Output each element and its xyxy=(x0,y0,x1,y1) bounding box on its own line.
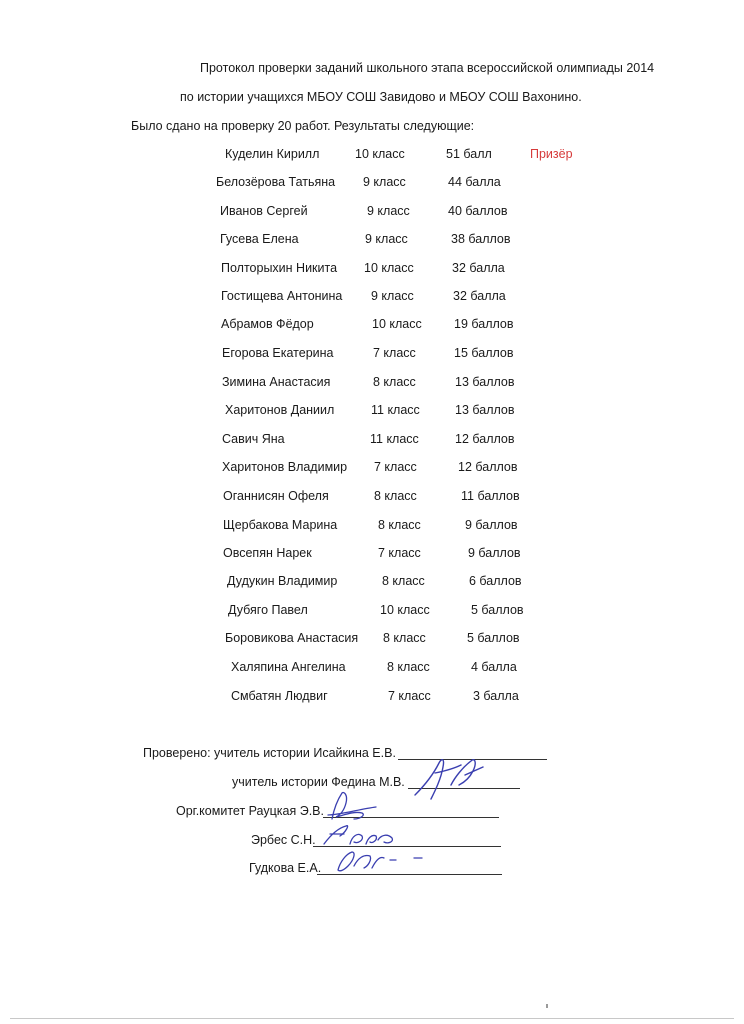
student-name: Смбатян Людвиг xyxy=(231,689,328,703)
student-grade: 11 класс xyxy=(370,432,419,446)
student-score: 51 балл xyxy=(446,147,492,161)
student-score: 9 баллов xyxy=(468,546,521,560)
signature-fedina xyxy=(405,745,495,805)
student-grade: 7 класс xyxy=(378,546,421,560)
student-name: Оганнисян Офеля xyxy=(223,489,329,503)
result-row xyxy=(0,430,744,448)
svg-text:Эрбес: Эрбес xyxy=(336,838,339,839)
student-grade: 7 класс xyxy=(373,346,416,360)
intro-text: Было сдано на проверку 20 работ. Результаты следующие: xyxy=(131,119,475,133)
student-score: 32 балла xyxy=(452,261,505,275)
result-row xyxy=(0,629,744,647)
student-grade: 10 класс xyxy=(355,147,405,161)
signature-text: Фед xyxy=(425,785,427,786)
checked-by-line-1: Проверено: учитель истории Исайкина Е.В. xyxy=(143,746,396,760)
student-grade: 10 класс xyxy=(364,261,414,275)
student-grade: 8 класс xyxy=(378,518,421,532)
student-name: Гостищева Антонина xyxy=(221,289,343,303)
result-row xyxy=(0,658,744,676)
result-row xyxy=(0,259,744,277)
student-grade: 7 класс xyxy=(374,460,417,474)
svg-text:Гуд: Гуд xyxy=(350,864,352,865)
result-row xyxy=(0,487,744,505)
student-name: Харитонов Владимир xyxy=(222,460,348,474)
student-grade: 10 класс xyxy=(372,317,422,331)
student-name: Савич Яна xyxy=(222,432,285,446)
result-row xyxy=(0,373,744,391)
result-row xyxy=(0,401,744,419)
student-grade: 9 класс xyxy=(371,289,414,303)
student-name: Дудукин Владимир xyxy=(227,574,338,588)
result-row xyxy=(0,344,744,362)
student-grade: 8 класс xyxy=(383,631,426,645)
result-row xyxy=(0,687,744,705)
student-grade: 9 класс xyxy=(367,204,410,218)
student-score: 5 баллов xyxy=(467,631,520,645)
student-score: 40 баллов xyxy=(448,204,508,218)
title-line-2: по истории учащихся МБОУ СОШ Завидово и МБОУ СОШ Вахонино. xyxy=(180,90,582,104)
student-name: Овсепян Нарек xyxy=(223,546,312,560)
student-score: 9 баллов xyxy=(465,518,518,532)
student-score: 4 балла xyxy=(471,660,517,674)
student-score: 12 баллов xyxy=(458,460,518,474)
student-score: 15 баллов xyxy=(454,346,514,360)
signature-gudkova xyxy=(330,844,440,878)
student-name: Белозёрова Татьяна xyxy=(216,175,336,189)
student-name: Зимина Анастасия xyxy=(222,375,331,389)
student-score: 11 баллов xyxy=(461,489,520,503)
student-name: Иванов Сергей xyxy=(220,204,308,218)
result-row xyxy=(0,145,744,163)
student-grade: 9 класс xyxy=(363,175,406,189)
student-grade: 8 класс xyxy=(382,574,425,588)
result-row xyxy=(0,202,744,220)
student-name: Дубяго Павел xyxy=(228,603,308,617)
student-score: 5 баллов xyxy=(471,603,524,617)
org-committee-line-1: Орг.комитет Рауцкая Э.В. xyxy=(176,804,324,818)
student-name: Абрамов Фёдор xyxy=(221,317,314,331)
student-grade: 8 класс xyxy=(373,375,416,389)
student-score: 6 баллов xyxy=(469,574,522,588)
student-score: 32 балла xyxy=(453,289,506,303)
result-row xyxy=(0,315,744,333)
student-score: 13 баллов xyxy=(455,403,515,417)
student-score: 3 балла xyxy=(473,689,519,703)
student-name: Боровикова Анастасия xyxy=(225,631,359,645)
result-row xyxy=(0,516,744,534)
student-name: Полторыхин Никита xyxy=(221,261,338,275)
student-grade: 11 класс xyxy=(371,403,420,417)
result-row xyxy=(0,230,744,248)
student-grade: 8 класс xyxy=(374,489,417,503)
title-line-1: Протокол проверки заданий школьного этапа всероссийской олимпиады 2014 xyxy=(200,61,655,75)
student-grade: 10 класс xyxy=(380,603,430,617)
result-row xyxy=(0,173,744,191)
checked-by-line-2: учитель истории Федина М.В. xyxy=(232,775,405,789)
student-score: 12 баллов xyxy=(455,432,515,446)
student-name: Гусева Елена xyxy=(220,232,299,246)
result-row xyxy=(0,458,744,476)
page-bottom-rule xyxy=(10,1018,734,1019)
result-row xyxy=(0,544,744,562)
student-score: 38 баллов xyxy=(451,232,511,246)
org-committee-line-3: Гудкова Е.А. xyxy=(249,861,322,875)
student-grade: 9 класс xyxy=(365,232,408,246)
student-name: Егорова Екатерина xyxy=(222,346,334,360)
scan-speck xyxy=(546,1004,548,1008)
student-name: Щербакова Марина xyxy=(223,518,338,532)
result-row xyxy=(0,572,744,590)
student-grade: 8 класс xyxy=(387,660,430,674)
student-award: Призёр xyxy=(530,147,573,161)
result-row xyxy=(0,601,744,619)
student-score: 13 баллов xyxy=(455,375,515,389)
result-row xyxy=(0,287,744,305)
student-score: 44 балла xyxy=(448,175,501,189)
student-name: Куделин Кирилл xyxy=(225,147,320,161)
org-committee-line-2: Эрбес С.Н. xyxy=(251,833,316,847)
student-name: Халяпина Ангелина xyxy=(231,660,346,674)
student-grade: 7 класс xyxy=(388,689,431,703)
student-name: Харитонов Даниил xyxy=(225,403,335,417)
student-score: 19 баллов xyxy=(454,317,514,331)
